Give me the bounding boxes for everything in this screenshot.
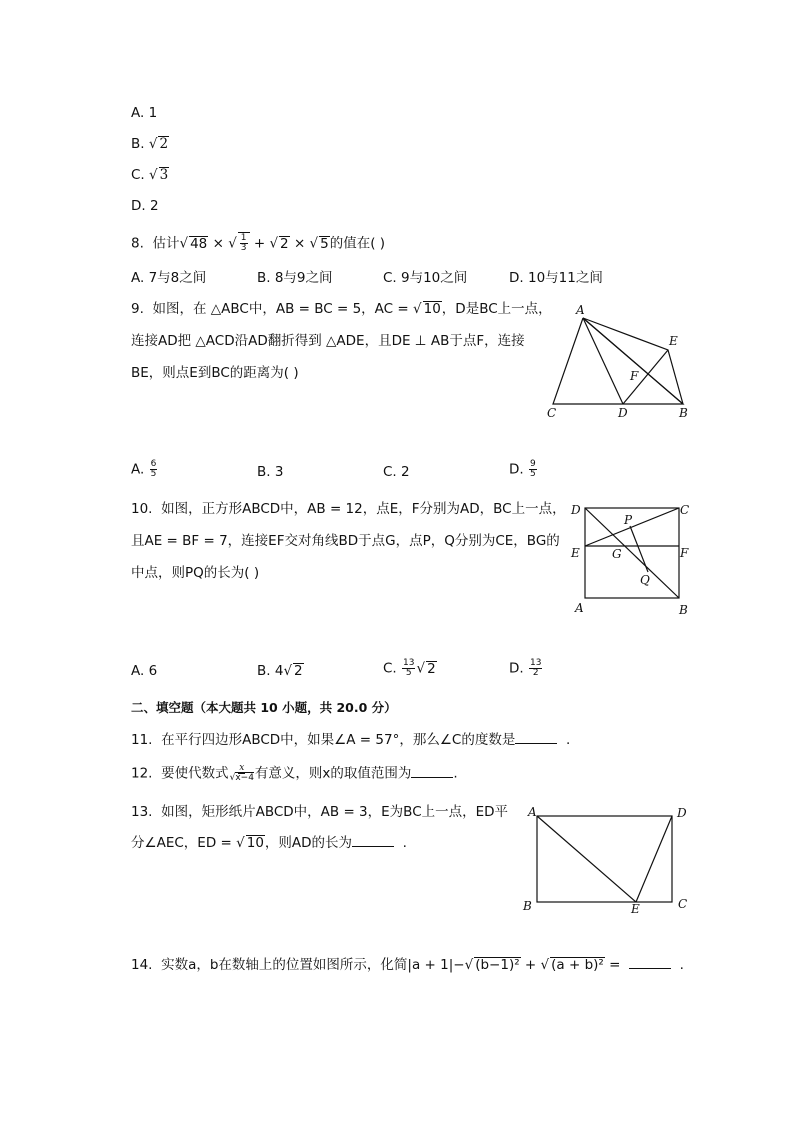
q8-stem: 8. 估计√ 48 × √ $\frac{1}{3}$ + √ 2 × √ 5的值在( )	[131, 233, 386, 253]
q13-label-d: D	[677, 806, 687, 820]
q8-option-a: A. 7与8之间	[131, 270, 207, 286]
q12-stem: 12. 要使代数式 $\frac{x}{√x-4}$ 有意义，则x的取值范围为 .	[131, 763, 458, 783]
q10-figure	[565, 498, 695, 620]
q9-option-d: D. $\frac{9}{5}$	[509, 459, 536, 479]
q8-option-d: D. 10与11之间	[509, 270, 603, 286]
q13-line1: 13. 如图，矩形纸片ABCD中，AB = 3，E为BC上一点，ED平	[131, 804, 509, 820]
section-fill-in-title: 二、填空题（本大题共 10 小题，共 20.0 分）	[131, 700, 397, 715]
q9-label-b: B	[679, 406, 688, 420]
q10-label-f: F	[680, 546, 689, 560]
q13-label-b: B	[523, 899, 532, 913]
q10-label-a: A	[575, 601, 584, 615]
q7-option-a: A. 1	[131, 105, 158, 121]
q8-option-b: B. 8与9之间	[257, 270, 333, 286]
q9-figure	[540, 298, 700, 426]
q10-label-e: E	[571, 546, 580, 560]
q13-label-e: E	[631, 902, 640, 916]
q7-option-d: D. 2	[131, 198, 159, 214]
q7-option-c: C. √ 3	[131, 167, 169, 183]
q11-stem: 11. 在平行四边形ABCD中，如果∠A = 57°，那么∠C的度数是 .	[131, 732, 571, 748]
q8-option-c: C. 9与10之间	[383, 270, 468, 286]
q10-label-g: G	[612, 547, 622, 561]
q10-line1: 10. 如图，正方形ABCD中，AB = 12，点E，F分别为AD，BC上一点，	[131, 501, 566, 517]
q9-option-a: A. $\frac{6}{5}$	[131, 459, 157, 479]
q10-line2: 且AE = BF = 7，连接EF交对角线BD于点G，点P，Q分别为CE，BG的	[131, 533, 560, 549]
q10-option-b: B. 4√ 2	[257, 663, 303, 679]
q7-option-b: B. √ 2	[131, 136, 169, 152]
q10-label-b: B	[679, 603, 688, 617]
q9-line1: 9. 如图，在 △ABC中，AB = BC = 5，AC = √ 10，D是BC上一点，	[131, 301, 552, 317]
q9-label-d: D	[618, 406, 628, 420]
q11-answer-blank[interactable]	[515, 731, 557, 744]
q13-line2: 分∠AEC，ED = √ 10，则AD的长为 .	[131, 835, 407, 851]
q10-option-a: A. 6	[131, 663, 158, 679]
q9-line2: 连接AD把 △ACD沿AD翻折得到 △ADE，且DE ⊥ AB于点F，连接	[131, 333, 525, 349]
q9-option-b: B. 3	[257, 464, 284, 480]
q14-answer-blank[interactable]	[629, 956, 671, 969]
q10-label-d: D	[571, 503, 581, 517]
q13-figure	[520, 804, 700, 916]
q10-label-p: P	[624, 513, 633, 527]
q10-line3: 中点，则PQ的长为( )	[131, 565, 260, 581]
q13-answer-blank[interactable]	[352, 834, 394, 847]
q9-label-f: F	[630, 369, 639, 383]
q14-stem: 14. 实数a，b在数轴上的位置如图所示，化简|a + 1|−√ (b−1)² + √ (a + b)² = .	[131, 957, 684, 973]
q9-label-c: C	[547, 406, 557, 420]
q9-line3: BE，则点E到BC的距离为( )	[131, 365, 299, 381]
q9-label-a: A	[576, 303, 585, 317]
q9-label-e: E	[669, 334, 678, 348]
q12-answer-blank[interactable]	[411, 765, 453, 778]
q10-label-q: Q	[640, 573, 650, 587]
q13-label-a: A	[528, 805, 537, 819]
q13-label-c: C	[678, 897, 688, 911]
q9-option-c: C. 2	[383, 464, 410, 480]
q10-label-c: C	[680, 503, 690, 517]
q10-option-d: D. $\frac{13}{2}$	[509, 658, 542, 678]
q10-option-c: C. $\frac{13}{5}$ √ 2	[383, 658, 436, 678]
